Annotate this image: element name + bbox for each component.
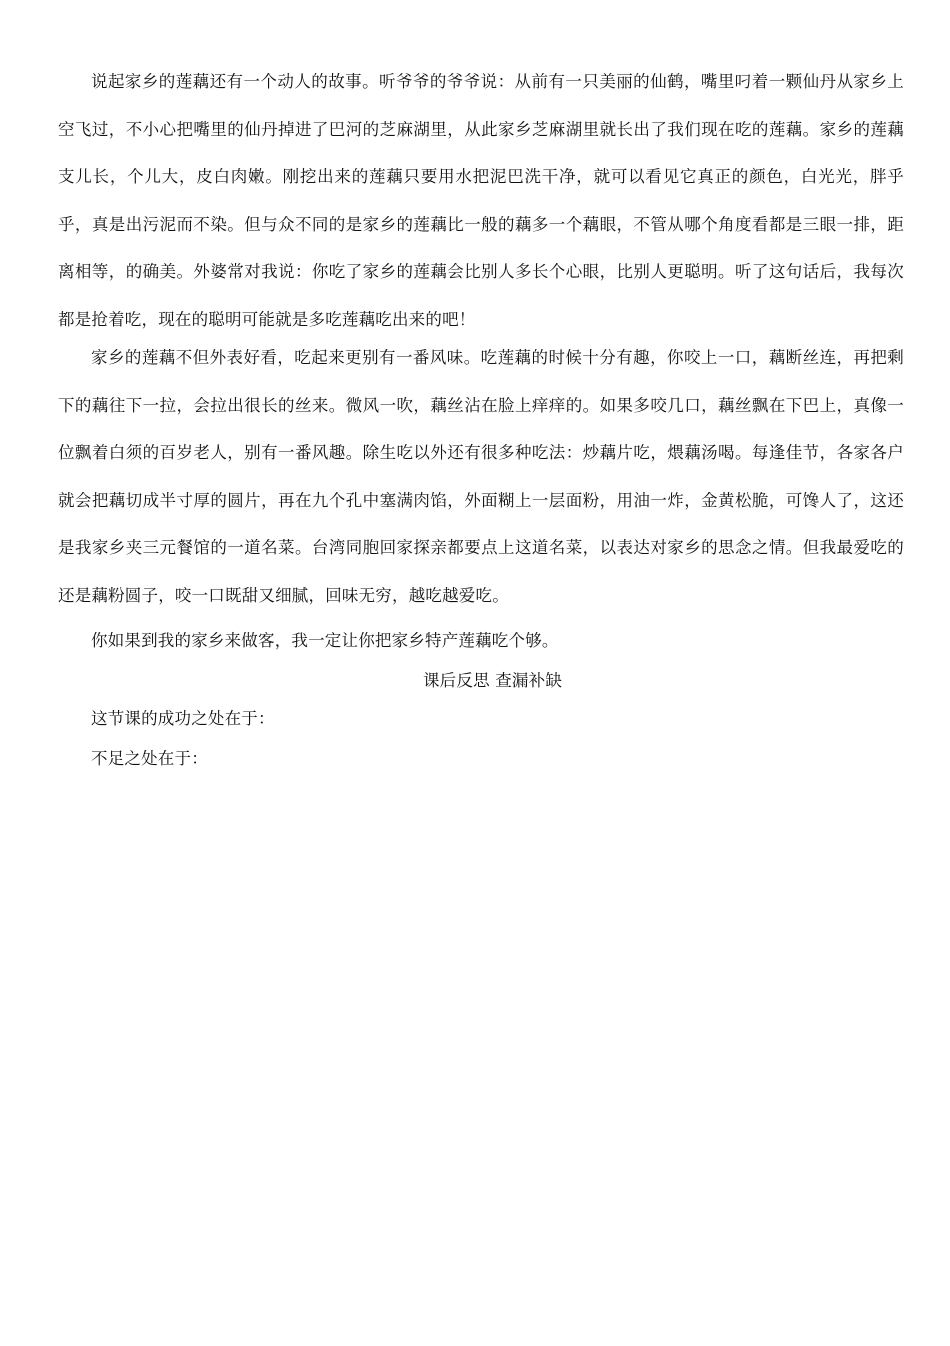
story-paragraph-flavor: 家乡的莲藕不但外表好看，吃起来更别有一番风味。吃莲藕的时候十分有趣，你咬上一口，藕断丝连，再把剩下的藕往下一拉，会拉出很长的丝来。微风一吹，藕丝沾在脸上痒痒的。如果多咬几口，藕丝飘在下巴上，真像一位飘着白须的百岁老人，别有一番风趣。除生吃以外还有很多种吃法：炒藕片吃，煨藕汤喝。每逢佳节，各家各户就会把藕切成半寸厚的圆片，再在九个孔中塞满肉馅，外面糊上一层面粉，用油一炸，金黄松脆，可馋人了，这还是我家乡夹三元餐馆的一道名菜。台湾同胞回家探亲都要点上这道名菜，以表达对家乡的思念之情。但我最爱吃的还是藕粉圆子，咬一口既甜又细腻，回味无穷，越吃越爱吃。 bbox=[58, 348, 904, 605]
reflection-shortcoming-line: 不足之处在于： bbox=[91, 749, 208, 768]
section-heading: 课后反思 查漏补缺 bbox=[422, 671, 563, 690]
story-paragraph-legend: 说起家乡的莲藕还有一个动人的故事。听爷爷的爷爷说：从前有一只美丽的仙鹤，嘴里叼着一颗仙丹从家乡上空飞过，不小心把嘴里的仙丹掉进了巴河的芝麻湖里，从此家乡芝麻湖里就长出了我们现在吃的莲藕。家乡的莲藕支儿长，个儿大，皮白肉嫩。刚挖出来的莲藕只要用水把泥巴洗干净，就可以看见它真正的颜色，白光光，胖乎乎，真是出污泥而不染。但与众不同的是家乡的莲藕比一般的藕多一个藕眼，不管从哪个角度看都是三眼一排，距离相等，的确美。外婆常对我说：你吃了家乡的莲藕会比别人多长个心眼，比别人更聪明。听了这句话后，我每次都是抢着吃，现在的聪明可能就是多吃莲藕吃出来的吧！ bbox=[58, 72, 904, 329]
reflection-success-line: 这节课的成功之处在于： bbox=[91, 709, 275, 728]
story-paragraph-invitation: 你如果到我的家乡来做客，我一定让你把家乡特产莲藕吃个够。 bbox=[91, 631, 559, 650]
